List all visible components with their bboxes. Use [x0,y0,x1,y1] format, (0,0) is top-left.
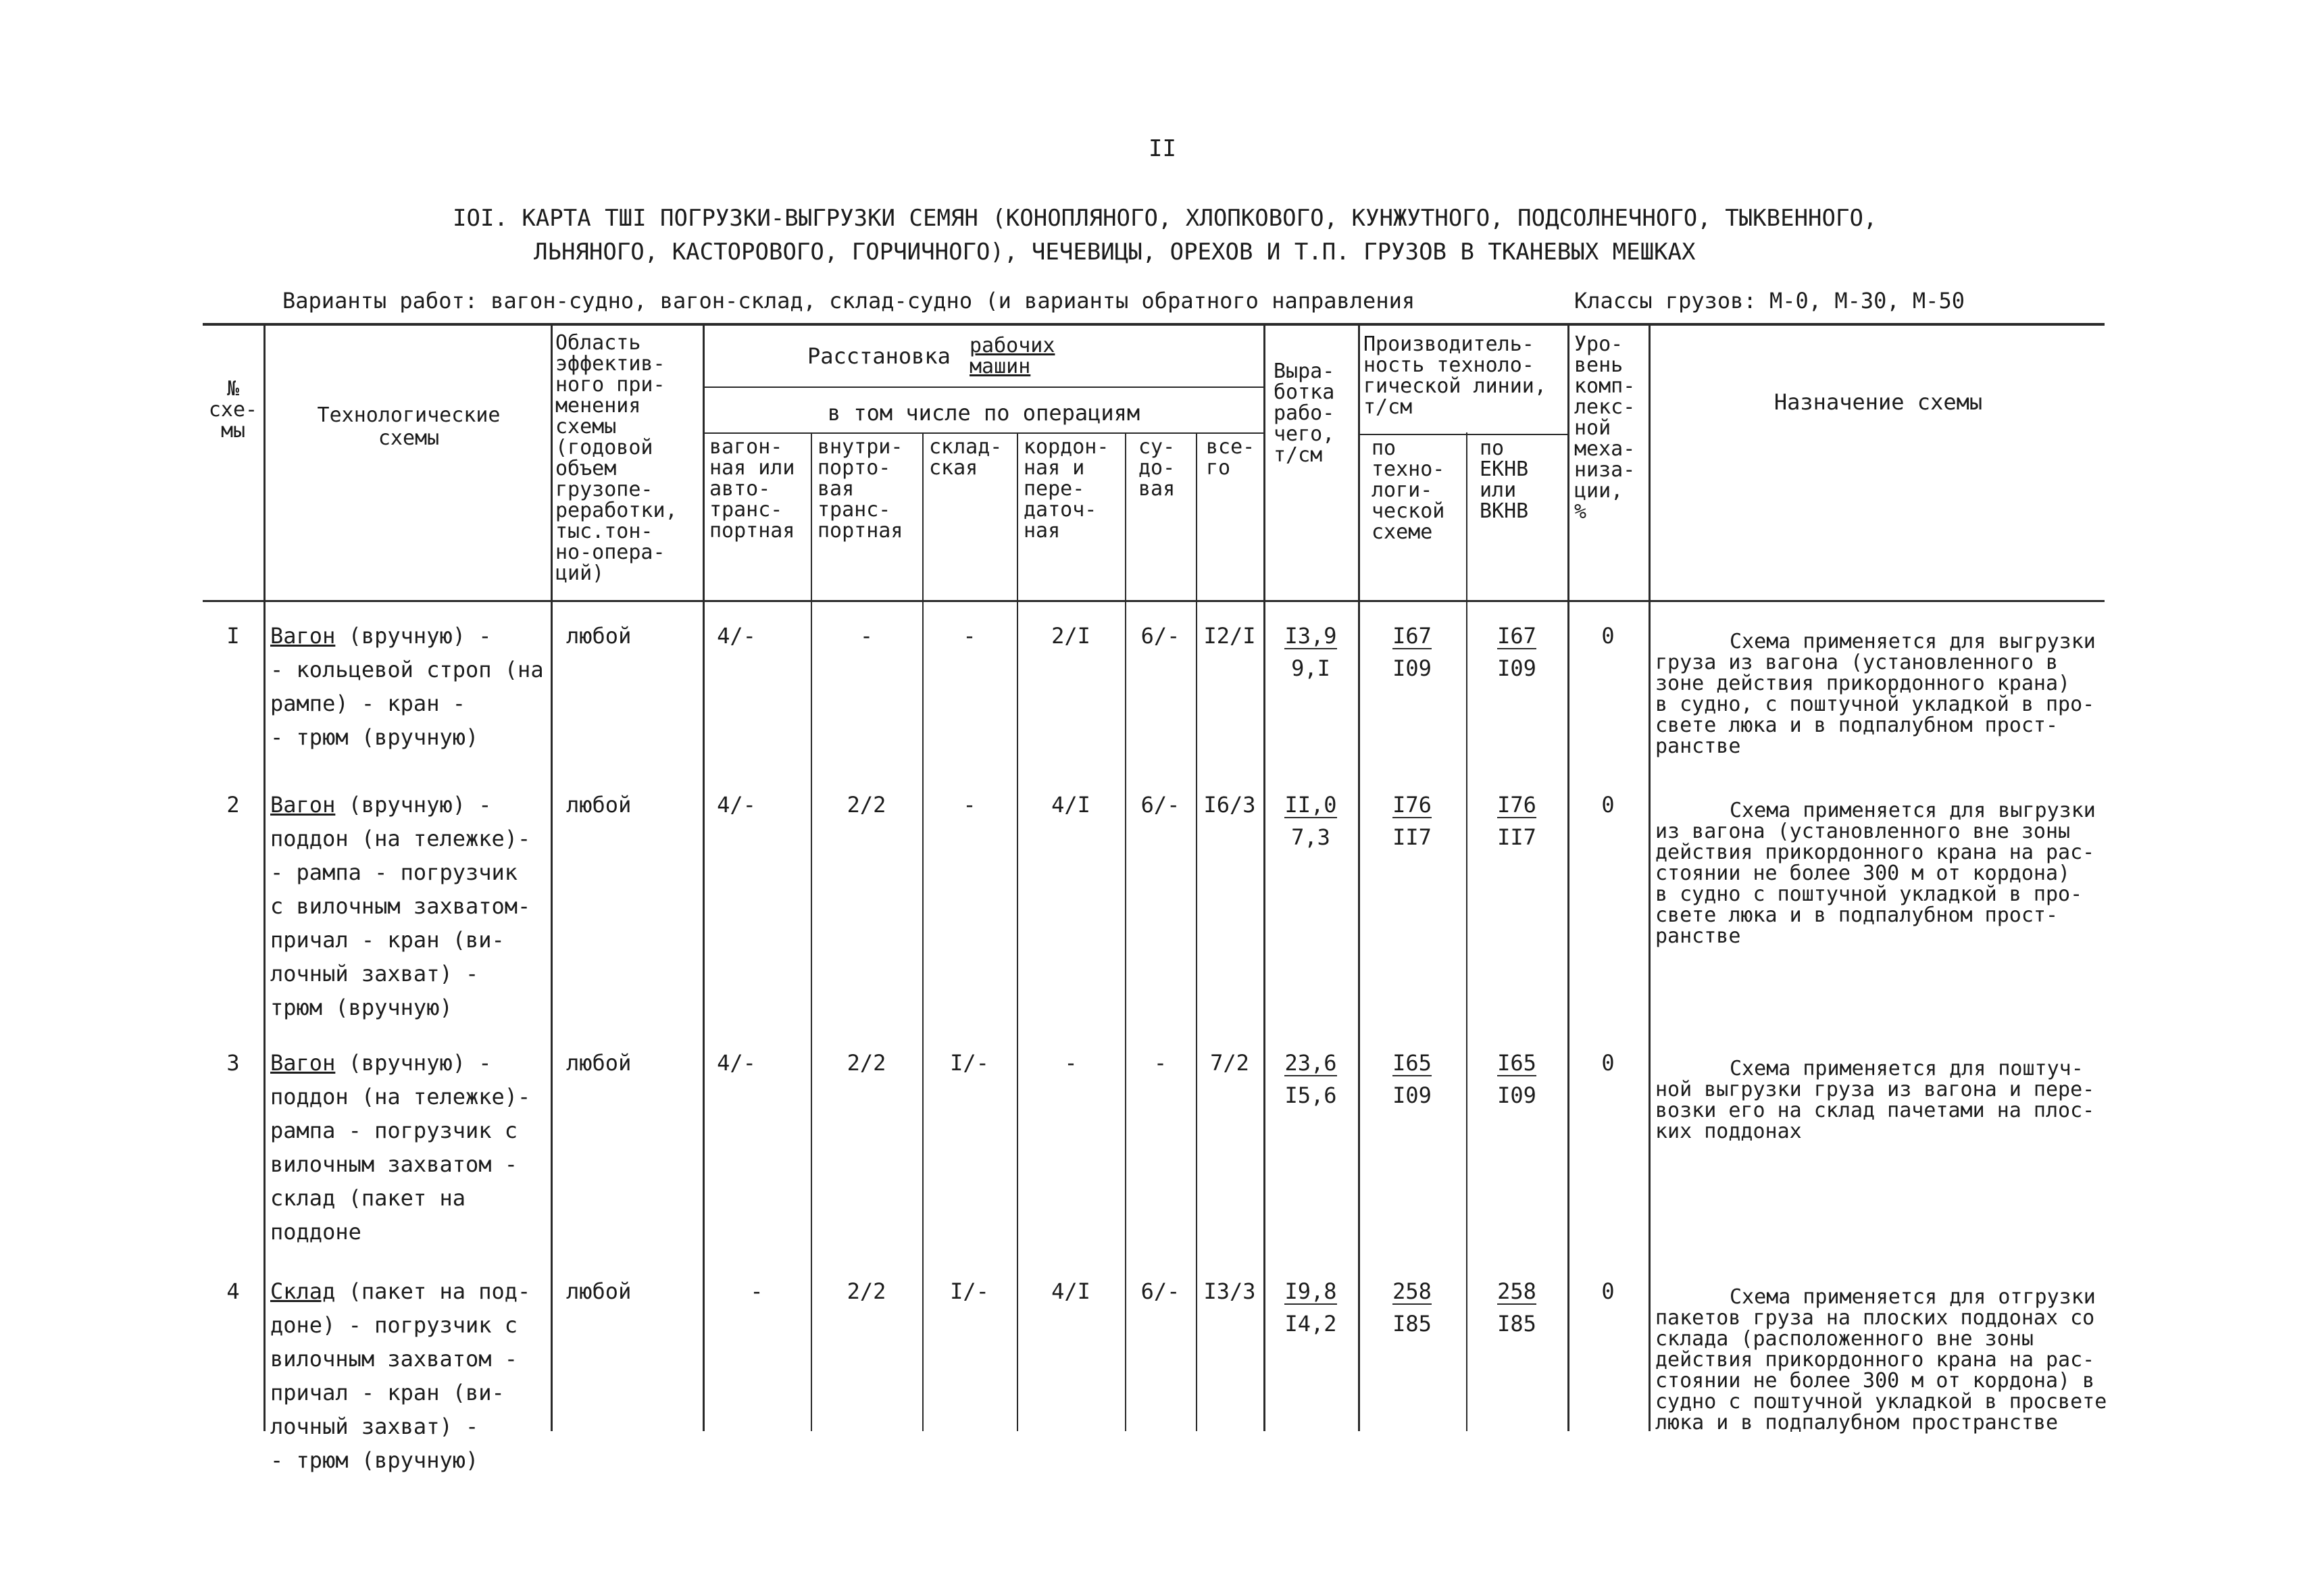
row-op-wagon: 4/- [717,1050,756,1076]
row-op-wagon: - [750,1278,763,1304]
row-op-wagon: 4/- [717,623,756,649]
row-prod-scheme-bottom: II7 [1392,824,1432,850]
row-purpose: груза из вагона (установленного в зоне действия прикордонного крана) в судно, с поштучной укладкой в про- свете люка и в подпалубном прост- ранстве [1655,651,2095,758]
header-op-wagon: вагон- ная или авто- транс- портная [709,435,795,543]
row-mechanization: 0 [1601,792,1615,818]
row-op-storage: I/- [950,1278,989,1304]
document-title-line1: IOI. КАРТА ТШI ПОГРУЗКИ-ВЫГРУЗКИ СЕМЯН (КОНОПЛЯНОГО, ХЛОПКОВОГО, КУНЖУТНОГО, ПОДСОЛНЕЧНОГО, ТЫКВЕННОГО, [453,205,1878,232]
header-op-storage: склад- ская [929,435,1003,480]
row-prod-scheme-bottom: I85 [1392,1311,1432,1337]
row-purpose-first: Схема применяется для выгрузки [1730,630,2096,653]
row-number: 3 [226,1050,240,1076]
row-prod-scheme-top: I67 [1392,623,1432,649]
row-purpose: пакетов груза на плоских поддонах со склада (расположенного вне зоны действия прикордонного крана на рас- стоянии не более 300 м от кордона) в судно с поштучной укладкой в просвете люка и в подпалубном пространстве [1655,1306,2107,1435]
row-scheme: Склад (пакет на под- доне) - погрузчик с вилочным захватом - причал - кран (ви- лочный захват) - - трюм (вручную) [270,1278,531,1473]
row-scheme: Вагон (вручную) - поддон (на тележке)- - рампа - погрузчик с вилочным захватом- причал - кран (ви- лочный захват) - трюм (вручную) [270,792,531,1020]
row-purpose: ной выгрузки груза из вагона и пере- возки его на склад пачетами на плос- ких поддонах [1655,1078,2095,1143]
row-number: 4 [226,1278,240,1304]
row-op-quay: 4/I [1051,792,1090,818]
header-placement-machines: рабочих машин [970,334,1055,378]
row-output-top: 23,6 [1284,1050,1337,1076]
header-by-operations: в том числе по операциям [827,400,1140,426]
row-number: I [226,623,240,649]
header-productivity: Производитель- ность техноло- гической линии, т/см [1363,332,1546,419]
row-op-quay: 2/I [1051,623,1090,649]
row-prod-ekn-bottom: I09 [1497,1082,1536,1108]
row-prod-scheme-bottom: I09 [1392,1082,1432,1108]
cargo-classes: Классы грузов: М-0, М-30, М-50 [1574,288,1965,314]
header-placement: Расстановка [807,343,951,369]
row-output-bottom: 9,I [1291,655,1330,681]
row-prod-scheme-bottom: I09 [1392,655,1432,681]
header-op-total: все- го [1206,435,1255,480]
header-technological-schemes: Технологические схемы [317,403,501,450]
row-op-total: I3/3 [1203,1278,1256,1304]
row-output-bottom: I5,6 [1284,1082,1337,1108]
row-mechanization: 0 [1601,623,1615,649]
row-mechanization: 0 [1601,1050,1615,1076]
header-op-quay: кордон- ная и пере- даточ- ная [1024,435,1109,543]
row-purpose-first: Схема применяется для поштуч- [1730,1057,2084,1080]
header-prod-by-ekn: по ЕКНВ или ВКНВ [1480,437,1529,523]
row-purpose-first: Схема применяется для выгрузки [1730,799,2096,822]
row-prod-ekn-top: I65 [1497,1050,1536,1076]
row-prod-ekn-bottom: I09 [1497,655,1536,681]
row-op-total: I6/3 [1203,792,1256,818]
header-purpose: Назначение схемы [1774,389,1983,415]
header-prod-by-scheme: по техно- логи- ческой схеме [1372,437,1445,544]
row-output-bottom: I4,2 [1284,1311,1337,1337]
document-title-line2: ЛЬНЯНОГО, КАСТОРОВОГО, ГОРЧИЧНОГО), ЧЕЧЕВИЦЫ, ОРЕХОВ И Т.П. ГРУЗОВ В ТКАНЕВЫХ МЕШКАХ [534,239,1696,266]
row-scheme: Вагон (вручную) - - кольцевой строп (на рампе) - кран - - трюм (вручную) [270,623,544,750]
row-mechanization: 0 [1601,1278,1615,1304]
row-number: 2 [226,792,240,818]
row-op-ship: 6/- [1140,1278,1180,1304]
row-output-top: I9,8 [1284,1278,1337,1304]
work-variants: Варианты работ: вагон-судно, вагон-склад, склад-судно (и варианты обратного направления [282,288,1415,314]
header-op-ship: су- до- вая [1138,435,1176,501]
row-op-storage: - [963,792,976,818]
header-worker-output: Выра- ботка рабо- чего, т/см [1274,359,1335,467]
row-area: любой [566,792,632,818]
row-op-ship: - [1153,1050,1167,1076]
row-op-ship: 6/- [1140,623,1180,649]
row-op-storage: - [963,623,976,649]
row-output-top: II,0 [1284,792,1337,818]
row-output-top: I3,9 [1284,623,1337,649]
header-scheme-number: № схе- мы [208,377,258,443]
row-prod-scheme-top: I76 [1392,792,1432,818]
row-area: любой [566,1278,632,1304]
row-prod-scheme-top: 258 [1392,1278,1432,1304]
header-application-area: Область эффектив- ного при- менения схемы (годовой объем грузопе- реработки, тыс.тон- но-опера- ций) [555,331,678,585]
row-op-internal: 2/2 [847,1050,886,1076]
row-prod-ekn-top: I76 [1497,792,1536,818]
row-prod-ekn-bottom: II7 [1497,824,1536,850]
page-number: II [1149,135,1176,162]
row-op-internal: 2/2 [847,1278,886,1304]
row-op-wagon: 4/- [717,792,756,818]
row-op-internal: - [859,623,874,649]
header-op-internal: внутри- порто- вая транс- портная [818,435,903,543]
row-op-total: 7/2 [1210,1050,1249,1076]
row-op-quay: 4/I [1051,1278,1090,1304]
row-op-internal: 2/2 [847,792,886,818]
row-op-ship: 6/- [1140,792,1180,818]
row-output-bottom: 7,3 [1291,824,1330,850]
row-op-quay: - [1064,1050,1078,1076]
row-area: любой [566,1050,632,1076]
row-prod-ekn-bottom: I85 [1497,1311,1536,1337]
row-prod-scheme-top: I65 [1392,1050,1432,1076]
row-prod-ekn-top: 258 [1497,1278,1536,1304]
row-purpose: из вагона (установленного вне зоны действия прикордонного крана на рас- стоянии не более 300 м от кордона) в судно с поштучной укладкой в про- свете люка и в подпалубном прост- ранстве [1655,820,2095,948]
row-purpose-first: Схема применяется для отгрузки [1730,1285,2096,1309]
header-mechanization: Уро- вень комп- лекс- ной меха- низа- ции, % [1574,332,1636,524]
row-op-total: I2/I [1203,623,1256,649]
row-prod-ekn-top: I67 [1497,623,1536,649]
row-area: любой [566,623,632,649]
row-scheme: Вагон (вручную) - поддон (на тележке)- рампа - погрузчик с вилочным захватом - склад (пакет на поддоне [270,1050,531,1245]
row-op-storage: I/- [950,1050,989,1076]
